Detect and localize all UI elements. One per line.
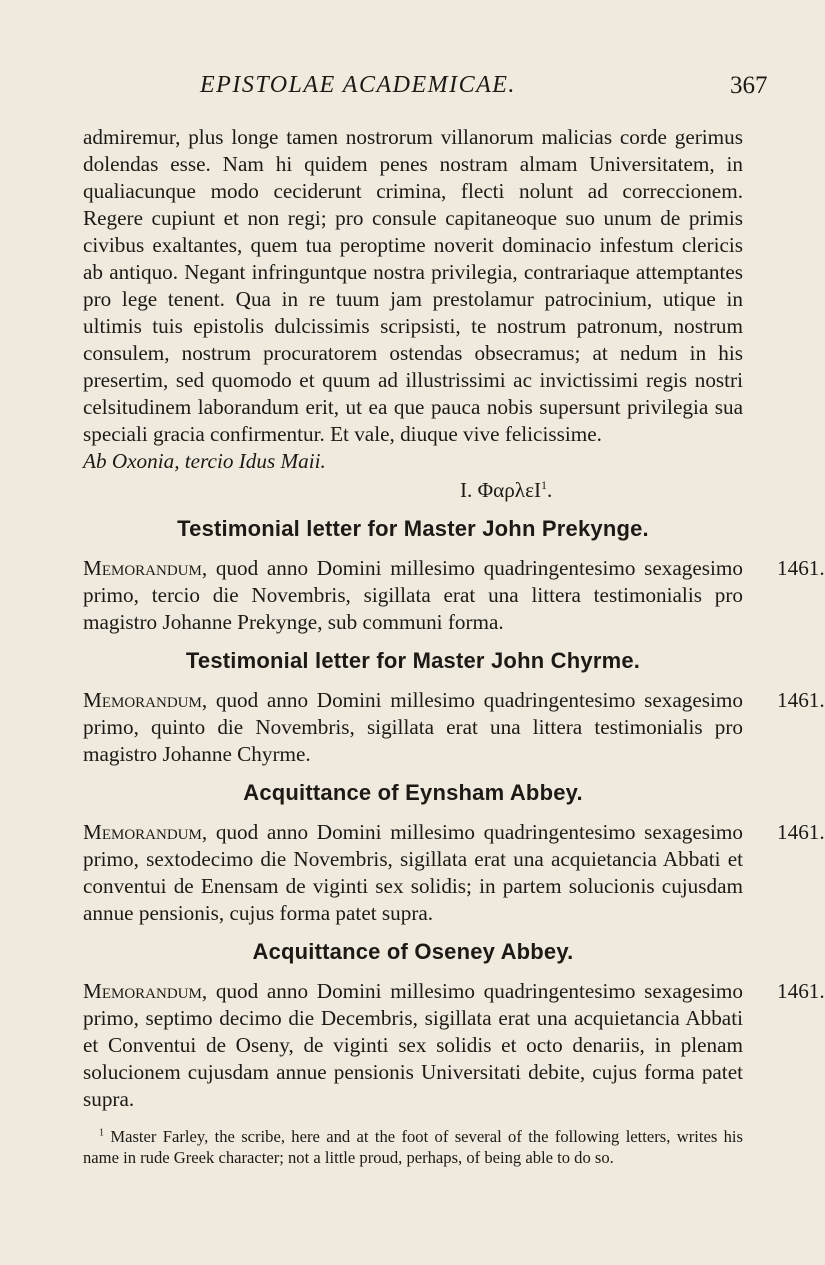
entry-body: quod anno Domini millesimo quadringentesimo sexagesimo primo, tercio die Novembris, sigillata erat una littera testimonialis pro magistro Johanne Prekynge, sub communi forma. (83, 556, 743, 634)
entry-lead-word: Memorandum, (83, 688, 208, 712)
opening-letter-text: admiremur, plus longe tamen nostrorum villanorum malicias corde gerimus dolendas esse. Nam hi quidem penes nostram almam Universitatem, in qualiacunque modo ceciderunt crimina, flecti nolunt ad correccionem. Regere cupiunt et non regi; pro consule capitaneoque suo unum de primis civibus exaltantes, quem tua peroptime noverit dominacio infestum clericis ab antiquo. Negant infringuntque nostra privilegia, contrariaque attemptantes pro lege tenent. Qua in re tuum jam prestolamur patrocinium, utique in ultimis tuis epistolis dulcissimis scripsisti, te nostrum patronum, nostrum consulem, nostrum procuratorem ostendas obsecramus; at nedum in his presertim, sed quomodo et quum ad illustrissimi ac invictissimi regis nostri celsitudinem laborandum erit, ut ea que pauca nobis supersunt privilegia sua speciali gracia confirmentur. Et vale, diuque vive felicissime. (83, 125, 743, 446)
margin-year: 1461. (777, 556, 825, 580)
footnote-marker: 1 (99, 1127, 104, 1139)
entry-lead-word: Memorandum, (83, 979, 208, 1003)
entry-body: quod anno Domini millesimo quadringentesimo sexagesimo primo, quinto die Novembris, sigillata erat una littera testimonialis pro magistro Johanne Chyrme. (83, 688, 743, 766)
footnote-text: Master Farley, the scribe, here and at the foot of several of the following letters, writes his name in rude Greek character; not a little proud, perhaps, of being able to do so. (83, 1127, 743, 1167)
entry-heading: Testimonial letter for Master John Chyrme. (185, 648, 641, 673)
margin-year: 1461. (777, 979, 825, 1003)
entry-heading: Testimonial letter for Master John Prekynge. (177, 516, 649, 541)
margin-year: 1461. (777, 688, 825, 712)
letter-dateline: Ab Oxonia, tercio Idus Maii. (83, 449, 326, 473)
footnote (83, 1126, 743, 1168)
entry-heading: Acquittance of Eynsham Abbey. (243, 780, 583, 805)
memorandum-entry (83, 819, 825, 927)
footnote-reference: 1 (541, 477, 548, 492)
entry-lead-word: Memorandum, (83, 556, 208, 580)
entry-body: quod anno Domini millesimo quadringentesimo sexagesimo primo, sextodecimo die Novembris, sigillata erat una acquietancia Abbati et conventui de Enensam de viginti sex solidis; in partem solucionis cujusdam annue pensionis, cujus forma patet supra. (83, 820, 743, 925)
memorandum-entry (83, 555, 825, 636)
letter-signature: I. ΦαρλεΙ$^1$. (460, 477, 553, 502)
entry-heading: Acquittance of Oseney Abbey. (252, 939, 574, 964)
entry-text (83, 555, 743, 636)
memorandum-entry (83, 978, 825, 1113)
entry-lead-word: Memorandum, (83, 820, 208, 844)
margin-year: 1461. (777, 820, 825, 844)
running-head (0, 66, 800, 106)
entry-body: quod anno Domini millesimo quadringentesimo sexagesimo primo, septimo decimo die Decembris, sigillata erat una acquietancia Abbati et Conventui de Oseny, de viginti sex solidis et octo denariis, in plenam solucionem cujusdam annue pensionis Universitati debite, cujus forma patet supra. (83, 979, 743, 1111)
entry-text (83, 978, 743, 1113)
entry-text (83, 687, 743, 768)
page-body (83, 124, 825, 1185)
page-number: 367 (730, 72, 768, 99)
memorandum-entry (83, 687, 825, 768)
signature-text: I. ΦαρλεΙ (460, 478, 542, 502)
entry-text (83, 819, 743, 927)
running-title: EPISTOLAE ACADEMICAE. (200, 72, 516, 98)
